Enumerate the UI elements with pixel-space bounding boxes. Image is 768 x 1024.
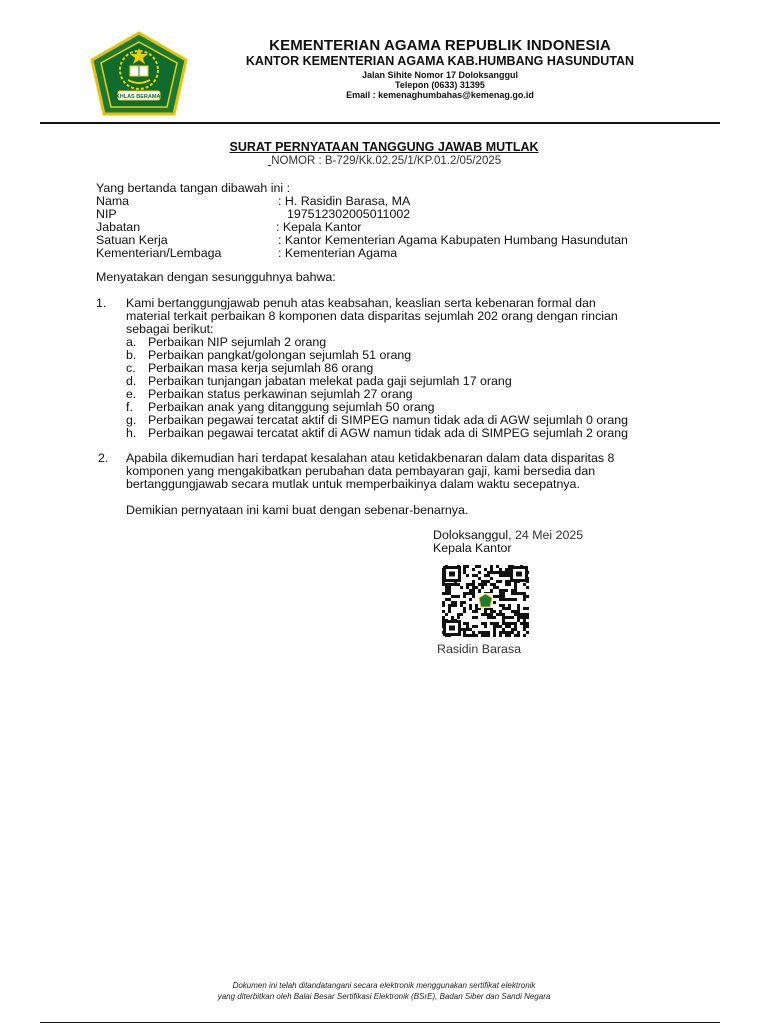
list-item: Perbaikan tunjangan jabatan melekat pada gaji sejumlah 17 orang	[148, 374, 512, 388]
logo-motto: IKHLAS BERAMAL	[114, 94, 164, 100]
point2-line3: bertanggungjawab secara mutlak untuk memperbaikinya dalam waktu secepatnya.	[126, 477, 580, 491]
point1-line1: Kami bertanggungjawab penuh atas keabsahan, keaslian serta kebenaran formal dan	[126, 296, 596, 310]
point1-line3: sebagai berikut:	[126, 322, 214, 336]
signature-position: Kepala Kantor	[433, 541, 512, 555]
field-label-nip: NIP	[96, 207, 117, 221]
header-office: KANTOR KEMENTERIAN AGAMA KAB.HUMBANG HASUNDUTAN	[245, 54, 635, 68]
header-address: Jalan Sihite Nomor 17 Doloksanggul	[361, 70, 519, 80]
header-email: Email : kemenaghumbahas@kemenag.go.id	[346, 90, 534, 100]
point1-number: 1.	[96, 296, 107, 310]
signatory-name: Rasidin Barasa	[437, 642, 522, 656]
field-value-satuan-kerja: : Kantor Kementerian Agama Kabupaten Humbang Hasundutan	[278, 233, 628, 247]
list-item: Perbaikan pegawai tercatat aktif di AGW namun tidak ada di SIMPEG sejumlah 2 orang	[148, 426, 629, 440]
list-item: Perbaikan NIP sejumlah 2 orang	[148, 335, 327, 349]
field-value-nama: : H. Rasidin Barasa, MA	[278, 194, 411, 208]
field-value-nip: 197512302005011002	[287, 207, 411, 221]
header-divider	[40, 122, 720, 124]
document-number	[268, 155, 501, 167]
footer-divider	[40, 1022, 720, 1023]
list-item: Perbaikan pegawai tercatat aktif di SIMPEG namun tidak ada di AGW sejumlah 0 orang	[148, 413, 629, 427]
list-item: Perbaikan status perkawinan sejumlah 27 orang	[148, 387, 413, 401]
point2-line2: komponen yang mengakibatkan perubahan data pembayaran gaji, kami bersedia dan	[126, 464, 596, 478]
field-label-kementerian: Kementerian/Lembaga	[96, 246, 222, 260]
item-letter: c.	[126, 361, 136, 375]
list-item: Perbaikan pangkat/golongan sejumlah 51 orang	[148, 348, 412, 362]
signature-place-date	[433, 528, 583, 542]
field-value-kementerian: : Kementerian Agama	[278, 246, 398, 260]
kemenag-logo	[88, 30, 190, 118]
closing-text: Demikian pernyataan ini kami buat dengan sebenar-benarnya.	[126, 503, 469, 517]
point2-number: 2.	[98, 451, 109, 465]
field-label-nama: Nama	[96, 194, 130, 208]
item-letter: a.	[126, 335, 137, 349]
intro-text: Yang bertanda tangan dibawah ini :	[96, 181, 291, 195]
footer-line2: yang diterbitkan oleh Balai Besar Sertifikasi Elektronik (BSrE), Badan Siber dan Sandi Negara	[217, 992, 551, 1001]
header-ministry: KEMENTERIAN AGAMA REPUBLIK INDONESIA	[269, 37, 611, 54]
statement-text: Menyatakan dengan sesungguhnya bahwa:	[96, 270, 336, 284]
item-letter: f.	[126, 400, 133, 414]
field-value-jabatan: : Kepala Kantor	[276, 220, 362, 234]
item-letter: e.	[126, 387, 137, 401]
item-letter: b.	[126, 348, 137, 362]
signature-date: 24 Mei 2025	[514, 528, 584, 542]
list-item: Perbaikan masa kerja sejumlah 86 orang	[148, 361, 374, 375]
item-letter: d.	[126, 374, 137, 388]
point2-line1: Apabila dikemudian hari terdapat kesalahan atau ketidakbenaran dalam data disparitas 8	[126, 451, 615, 465]
field-label-satuan-kerja: Satuan Kerja	[96, 233, 168, 247]
field-label-jabatan: Jabatan	[96, 220, 141, 234]
header-phone: Telepon (0633) 31395	[395, 80, 485, 90]
item-letter: h.	[126, 426, 137, 440]
list-item: Perbaikan anak yang ditanggung sejumlah 50 orang	[148, 400, 435, 414]
signature-place: Doloksanggul,	[433, 528, 512, 542]
qr-code-signature	[442, 565, 529, 637]
document-title: SURAT PERNYATAAN TANGGUNG JAWAB MUTLAK	[229, 140, 539, 154]
point1-line2: material terkait perbaikan 8 komponen data disparitas sejumlah 202 orang dengan rincian	[126, 309, 618, 323]
footer-line1: Dokumen ini telah ditandatangani secara elektronik menggunakan sertifikat elektronik	[232, 981, 536, 990]
document-number-text: NOMOR : B-729/Kk.02.25/1/KP.01.2/05/2025	[271, 155, 502, 167]
item-letter: g.	[126, 413, 137, 427]
